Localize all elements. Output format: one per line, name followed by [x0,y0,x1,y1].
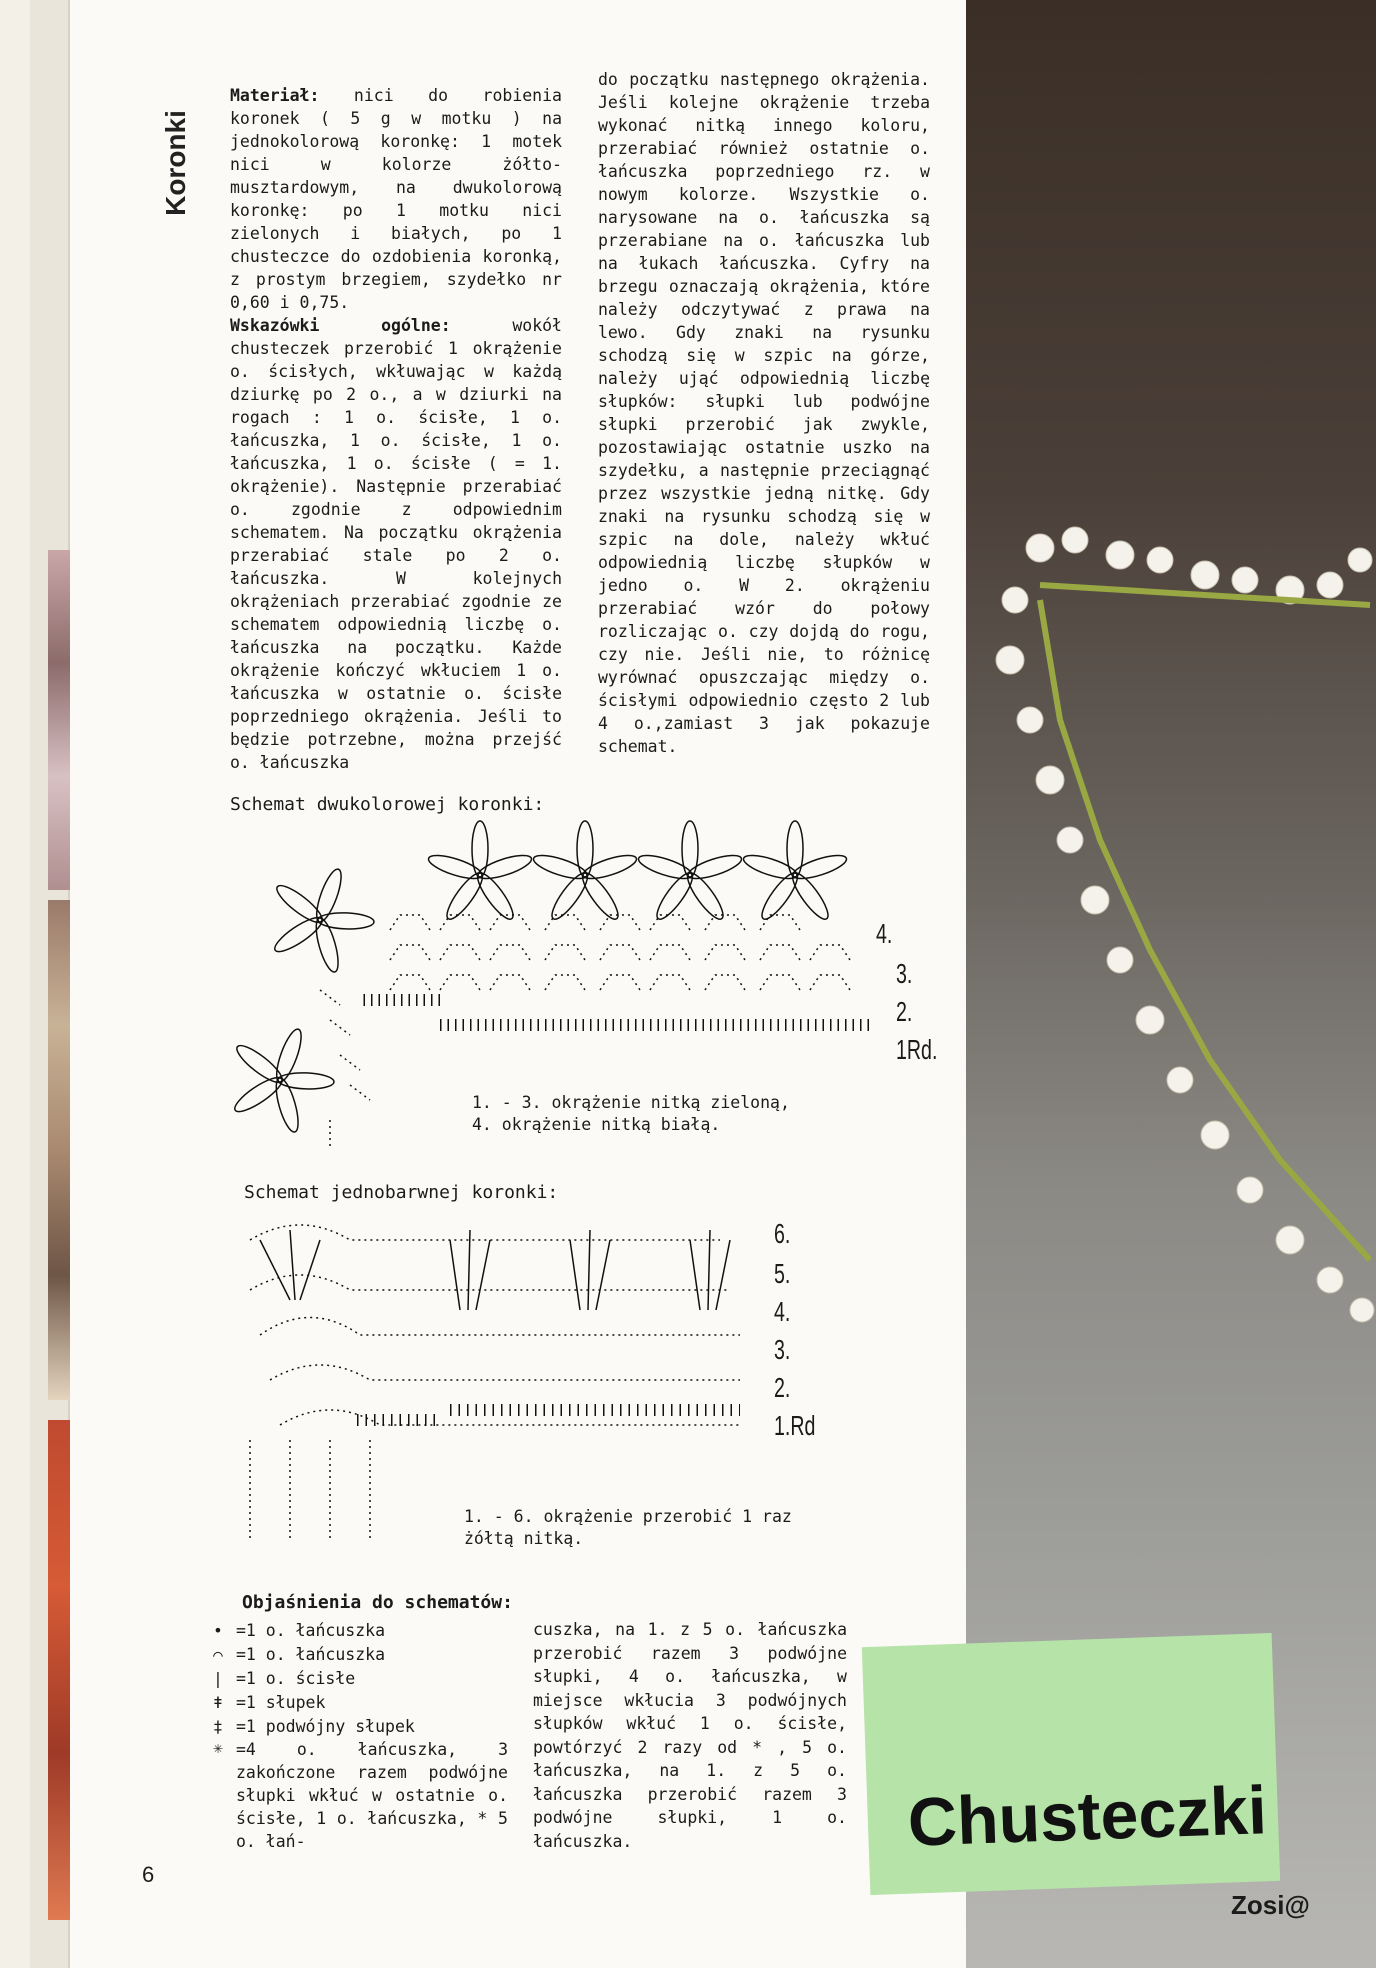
schema2-title: Schemat jednobarwnej koronki: [244,1182,559,1203]
schema1-row-2: 2. [896,996,913,1027]
schema1-row-1: 1Rd. [896,1034,938,1065]
page-number: 6 [142,1862,155,1887]
legend-item: ǂ =1 słupek [200,1690,520,1714]
slip-stitch-symbol: | [213,1668,223,1688]
legend-title: Objaśnienia do schematów: [242,1592,513,1613]
treble-symbol: ‡ [213,1716,223,1736]
legend-continued: cuszka, na 1. z 5 o. łańcuszka przerobić razem 3 podwójne słupki, 4 o. łańcuszka, w miejsce wkłucia 3 podwójnych słupków wkłuć 1 o. ścisłe, powtórzyć 2 razy od * , 5 o. łańcuszka, na 1. z 5 o. łańcuszka przerobić razem 3 podwójne słupki, 1 o. łańcuszka. [533,1620,847,1851]
fan-motif [570,1230,610,1310]
side-title: Koronki [160,110,191,216]
schema1-note: 1. - 3. okrążenie nitką zieloną, 4. okrążenie nitką białą. [472,1093,790,1134]
schema1-row-3: 3. [896,958,913,989]
star-symbol: ✳ [213,1738,223,1757]
schema2-row-1: 1.Rd [774,1410,816,1441]
schema2-row-5: 5. [774,1258,791,1289]
fan-motif [450,1230,490,1310]
chusteczki-title: Chusteczki [906,1772,1269,1861]
fan-motif [690,1230,730,1310]
legend-item: ⌒ =1 o. łańcuszka [200,1642,520,1666]
text-column-2: do początku następnego okrążenia. Jeśli kolejne okrążenie trzeba wykonać nitką innego koloru, przerabiać również ostatnie o. łańcuszka poprzedniego rz. w nowym kolorze. Wszystkie o. narysowane na o. łańcuszka są przerabiane na o. łańcuszka lub na łukach łańcuszka. Cyfry na brzegu oznaczają okrążenia, które należy odczytywać z prawa na lewo. Gdy znaki na rysunku schodzą się w szpic na górze, należy ująć odpowiednią liczbę słupków: słupki lub podwójne słupki przerobić jak zwykle, pozostawiając ostatnie uszko na szydełku, a następnie przeciągnąć przez wszystkie jedną nitkę. Gdy znaki na rysunku schodzą się w szpic na dole, należy wkłuć odpowiednią liczbę słupków w jedno o. W 2. okrążeniu przerabiać wzór do połowy rozliczając o. czy dojdą do rogu, czy nie. Jeśli nie, to różnicę wyrównać opuszczając między o. ścisłymi odpowiednio często 2 lub 4 o.,zamiast 3 jak pokazuje schemat. [598,70,930,756]
schema1-title: Schemat dwukolorowej koronki: [230,794,545,815]
legend-item: ✳ =4 o. łańcuszka, 3 zakończone razem podwójne słupki wkłuć w ostatnie o. ścisłe, 1 o. łańcuszka, * 5 o. łań- [200,1738,520,1853]
legend-item: • =1 o. łańcuszka [200,1618,520,1642]
hints-label: Wskazówki ogólne: [230,316,451,335]
double-crochet-symbol: ǂ [213,1692,223,1712]
chain-symbol: • [213,1620,223,1640]
schema1-row-4: 4. [876,918,893,949]
arc-symbol: ⌒ [213,1644,223,1664]
hints-text: wokół chusteczek przerobić 1 okrążenie o. ścisłych, wkłuwając w każdą dziurkę po 2 o., a w dziurki na rogach : 1 o. ścisłe, 1 o. łańcuszka, 1 o. ścisłe, 1 o. łańcuszka, 1 o. ścisłe ( = 1. okrążenie). Następnie przerabiać o. zgodnie z odpowiednim schematem. Na początku okrążenia przerabiać stale po 2 o. łańcuszka. W kolejnych okrążeniach przerabiać zgodnie ze schematem odpowiednią liczbę o. łańcuszka na początku. Każde okrążenie kończyć wkłuciem 1 o. łańcuszka w ostatnie o. ścisłe poprzedniego okrążenia. Jeśli to będzie potrzebne, można przejść o. łańcuszka [230,316,562,772]
fan-motif [260,1230,320,1300]
chusteczki-label [862,1633,1280,1895]
material-label: Materiał: [230,86,320,105]
schema2-row-3: 3. [774,1334,791,1365]
legend-item: ‡ =1 podwójny słupek [200,1714,520,1738]
schema2-row-4: 4. [774,1296,791,1327]
signature: Zosi@ [1231,1890,1310,1920]
schema2-row-6: 6. [774,1218,791,1249]
schema2-note: 1. - 6. okrążenie przerobić 1 raz żółtą nitką. [464,1507,792,1548]
legend-list [200,1618,520,1853]
legend-item: | =1 o. ścisłe [200,1666,520,1690]
schema2-row-2: 2. [774,1372,791,1403]
material-text: nici do robienia koronek ( 5 g w motku ) na jednokolorową koronkę: 1 motek nici w kolorze żółto-musztardowym, na dwukolorową koronkę: po 1 motku nici zielonych i białych, po 1 chusteczce do ozdobienia koronką, z prostym brzegiem, szydełko nr 0,60 i 0,75. [230,86,562,312]
